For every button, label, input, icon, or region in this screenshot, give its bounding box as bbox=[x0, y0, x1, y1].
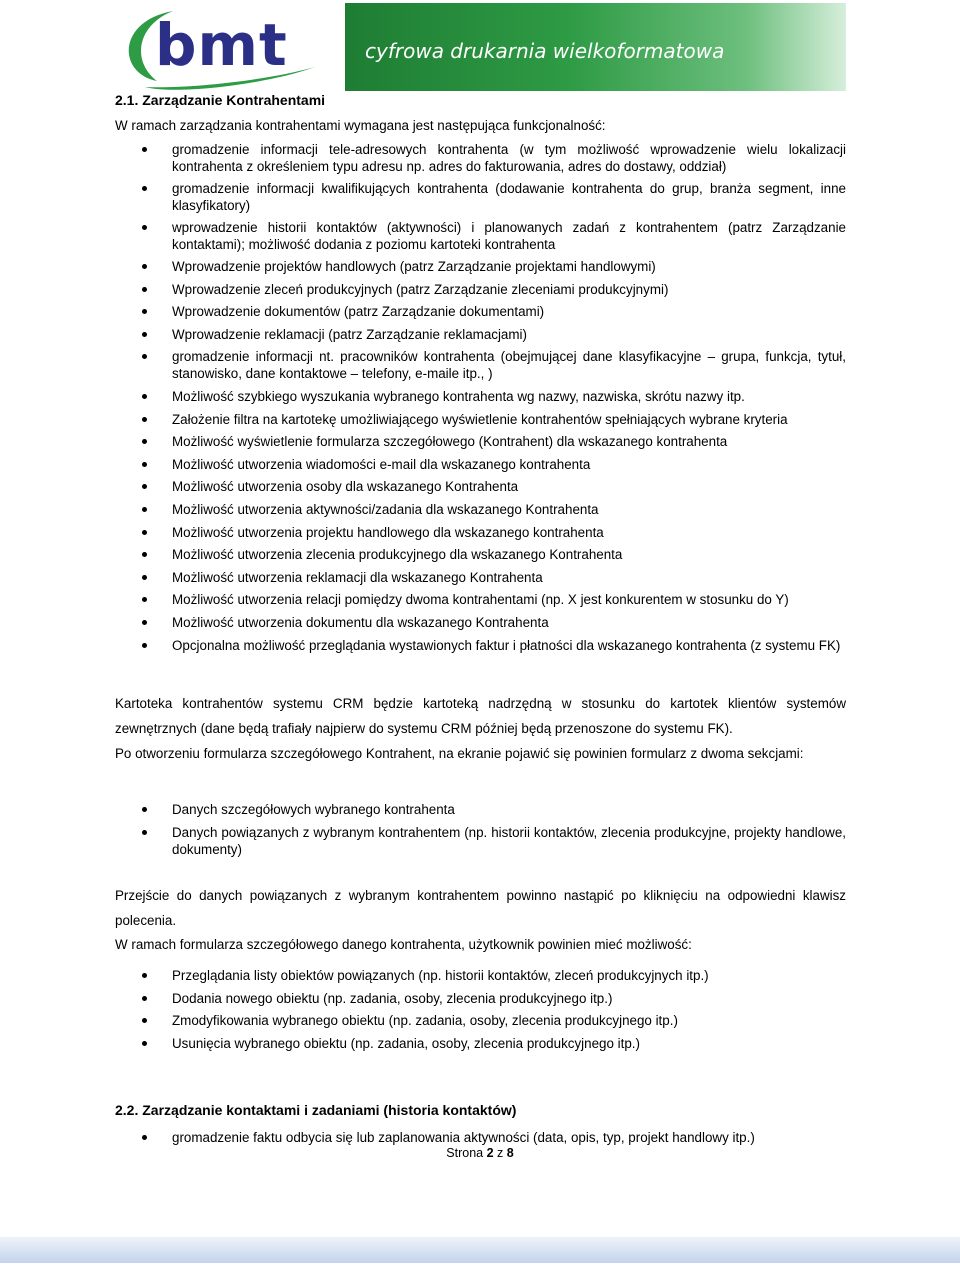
list-item: Wprowadzenie dokumentów (patrz Zarządzanie dokumentami) bbox=[115, 303, 846, 320]
list-item: Wprowadzenie projektów handlowych (patrz Zarządzanie projektami handlowymi) bbox=[115, 258, 846, 275]
list-item: Możliwość utworzenia aktywności/zadania dla wskazanego Kontrahenta bbox=[115, 501, 846, 518]
paragraph-kartoteka: Kartoteka kontrahentów systemu CRM będzie kartoteką nadrzędną w stosunku do kartotek klientów systemów zewnętrznych (dane będą trafiały najpierw do systemu CRM później będą przenoszone do systemu FK). bbox=[115, 696, 846, 736]
list-item: Zmodyfikowania wybranego obiektu (np. zadania, osoby, zlecenia produkcyjnego itp.) bbox=[115, 1012, 846, 1029]
bottom-bar bbox=[0, 1237, 960, 1263]
list-item: gromadzenie faktu odbycia się lub zaplanowania aktywności (data, opis, typ, projekt handlowy itp.) bbox=[115, 1129, 846, 1146]
intro-text: W ramach zarządzania kontrahentami wymagana jest następująca funkcjonalność: bbox=[115, 118, 606, 133]
footer-of: z bbox=[497, 1146, 504, 1160]
list-item: Możliwość utworzenia projektu handlowego dla wskazanego kontrahenta bbox=[115, 524, 846, 541]
list-item: Dodania nowego obiektu (np. zadania, osoby, zlecenia produkcyjnego itp.) bbox=[115, 990, 846, 1007]
list-item: Możliwość utworzenia wiadomości e-mail dla wskazanego kontrahenta bbox=[115, 456, 846, 473]
paragraph-formularz: Po otworzeniu formularza szczegółowego Kontrahent, na ekranie pojawić się powinien formularz z dwoma sekcjami: bbox=[115, 746, 804, 761]
list-item: Możliwość utworzenia dokumentu dla wskazanego Kontrahenta bbox=[115, 614, 846, 631]
contacts-list bbox=[115, 1129, 846, 1146]
list-item: Możliwość wyświetlenie formularza szczegółowego (Kontrahent) dla wskazanego kontrahenta bbox=[115, 433, 846, 450]
list-item: gromadzenie informacji kwalifikujących kontrahenta (dodawanie kontrahenta do grup, branża segment, inne klasyfikatory) bbox=[115, 180, 846, 214]
requirements-list bbox=[115, 141, 846, 654]
footer-page-total: 8 bbox=[506, 1146, 514, 1160]
list-item: Opcjonalna możliwość przeglądania wystawionych faktur i płatności dla wskazanego kontrahenta (z systemu FK) bbox=[115, 637, 846, 654]
list-item: Danych powiązanych z wybranym kontrahentem (np. historii kontaktów, zlecenia produkcyjne, projekty handlowe, dokumenty) bbox=[115, 824, 846, 858]
section-heading-2-2: 2.2. Zarządzanie kontaktami i zadaniami (historia kontaktów) bbox=[115, 1102, 517, 1118]
slogan-band bbox=[345, 3, 846, 91]
page-footer bbox=[0, 1146, 960, 1160]
list-item: Możliwość szybkiego wyszukania wybranego kontrahenta wg nazwy, nazwiska, skrótu nazwy itp. bbox=[115, 388, 846, 405]
list-item: wprowadzenie historii kontaktów (aktywności) i planowanych zadań z kontrahentem (patrz Zarządzanie kontaktami); możliwość dodania z poziomu kartoteki kontrahenta bbox=[115, 219, 846, 253]
list-item: Wprowadzenie reklamacji (patrz Zarządzanie reklamacjami) bbox=[115, 326, 846, 343]
list-item: Założenie filtra na kartotekę umożliwiającego wyświetlenie kontrahentów spełniających wybrane kryteria bbox=[115, 411, 846, 428]
list-item: Możliwość utworzenia zlecenia produkcyjnego dla wskazanego Kontrahenta bbox=[115, 546, 846, 563]
list-item: Wprowadzenie zleceń produkcyjnych (patrz Zarządzanie zleceniami produkcyjnymi) bbox=[115, 281, 846, 298]
list-item: Możliwość utworzenia relacji pomiędzy dwoma kontrahentami (np. X jest konkurentem w stosunku do Y) bbox=[115, 591, 846, 608]
bmt-logo bbox=[115, 3, 345, 91]
logo-wordmark: bmt bbox=[155, 11, 288, 79]
abilities-list bbox=[115, 967, 846, 1052]
list-item: Danych szczegółowych wybranego kontrahenta bbox=[115, 801, 846, 818]
header-banner bbox=[115, 3, 846, 91]
list-item: Możliwość utworzenia osoby dla wskazanego Kontrahenta bbox=[115, 478, 846, 495]
list-item: gromadzenie informacji nt. pracowników kontrahenta (obejmującej dane klasyfikacyjne – grupa, funkcja, tytuł, stanowisko, dane kontaktowe – telefony, e-maile itp., ) bbox=[115, 348, 846, 382]
paragraph-mozliwosc: W ramach formularza szczegółowego danego kontrahenta, użytkownik powinien mieć możliwość: bbox=[115, 937, 692, 952]
paragraph-przejscie: Przejście do danych powiązanych z wybranym kontrahentem powinno nastąpić po kliknięciu na odpowiedni klawisz polecenia. bbox=[115, 888, 846, 928]
footer-prefix: Strona bbox=[446, 1146, 484, 1160]
slogan-text: cyfrowa drukarnia wielkoformatowa bbox=[365, 39, 725, 63]
list-item: Przeglądania listy obiektów powiązanych (np. historii kontaktów, zleceń produkcyjnych itp.) bbox=[115, 967, 846, 984]
list-item: Możliwość utworzenia reklamacji dla wskazanego Kontrahenta bbox=[115, 569, 846, 586]
footer-page-number: 2 bbox=[486, 1146, 494, 1160]
sections-list bbox=[115, 801, 846, 858]
list-item: Usunięcia wybranego obiektu (np. zadania, osoby, zlecenia produkcyjnego itp.) bbox=[115, 1035, 846, 1052]
list-item: gromadzenie informacji tele-adresowych kontrahenta (w tym możliwość wprowadzenie wielu lokalizacji kontrahenta z określeniem typu adresu np. adres do fakturowania, adres do dostawy, oddział) bbox=[115, 141, 846, 175]
section-heading-2-1: 2.1. Zarządzanie Kontrahentami bbox=[115, 92, 326, 108]
